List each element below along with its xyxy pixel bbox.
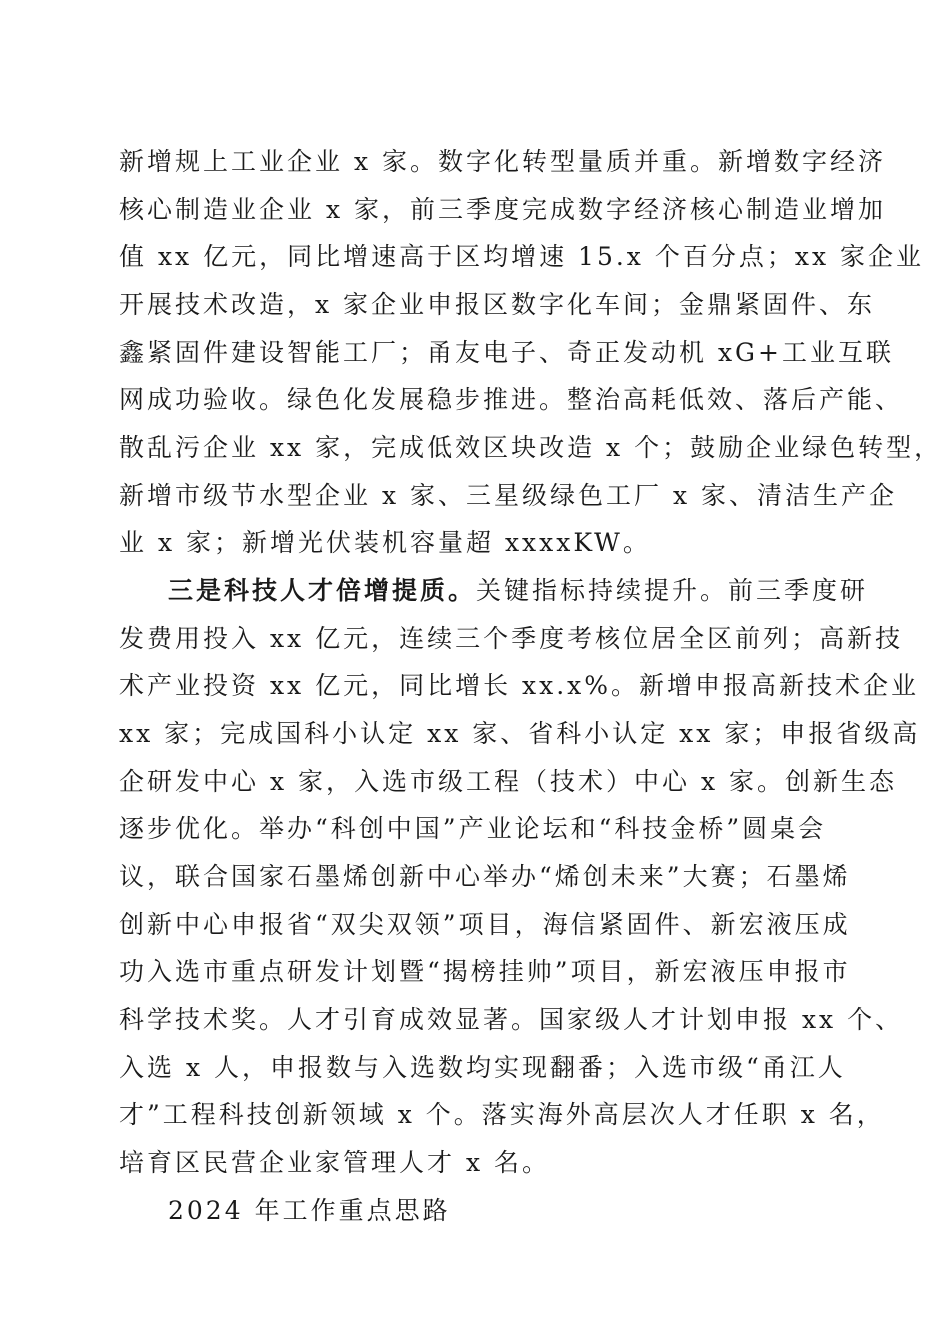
text-line: 新增市级节水型企业 x 家、三星级绿色工厂 x 家、清洁生产企	[119, 481, 897, 510]
text-line: 鑫紧固件建设智能工厂；甬友电子、奇正发动机 xG+工业互联	[119, 338, 894, 367]
text-line: 入选 x 人，申报数与入选数均实现翻番；入选市级“甬江人	[119, 1053, 846, 1082]
text-line: 值 xx 亿元，同比增速高于区均增速 15.x 个百分点；xx 家企业	[119, 242, 924, 271]
text-line: 培育区民营企业家管理人才 x 名。	[119, 1148, 550, 1177]
text-line: 才”工程科技创新领域 x 个。落实海外高层次人才任职 x 名，	[119, 1100, 885, 1129]
text-line: 企研发中心 x 家，入选市级工程（技术）中心 x 家。创新生态	[119, 767, 897, 796]
paragraph-text: 关键指标持续提升。前三季度研	[476, 576, 869, 605]
text-line: 逐步优化。举办“科创中国”产业论坛和“科技金桥”圆桌会	[119, 814, 827, 843]
text-line: 发费用投入 xx 亿元，连续三个季度考核位居全区前列；高新技	[119, 624, 904, 653]
text-line: 核心制造业企业 x 家，前三季度完成数字经济核心制造业增加	[119, 195, 886, 224]
text-line: 开展技术改造，x 家企业申报区数字化车间；金鼎紧固件、东	[119, 290, 876, 319]
paragraph-heading: 三是科技人才倍增提质。	[168, 576, 477, 605]
text-line: 创新中心申报省“双尖双领”项目，海信紧固件、新宏液压成	[119, 910, 851, 939]
text-line: xx 家；完成国科小认定 xx 家、省科小认定 xx 家；申报省级高	[119, 719, 921, 748]
text-line: 科学技术奖。人才引育成效显著。国家级人才计划申报 xx 个、	[119, 1005, 904, 1034]
paragraph-first-line	[168, 576, 868, 606]
text-line: 业 x 家；新增光伏装机容量超 xxxxKW。	[119, 528, 651, 557]
text-line: 散乱污企业 xx 家，完成低效区块改造 x 个；鼓励企业绿色转型，	[119, 433, 943, 462]
text-line: 网成功验收。绿色化发展稳步推进。整治高耗低效、落后产能、	[119, 385, 904, 414]
text-line: 新增规上工业企业 x 家。数字化转型量质并重。新增数字经济	[119, 147, 886, 176]
text-line: 功入选市重点研发计划暨“揭榜挂帅”项目，新宏液压申报市	[119, 957, 851, 986]
text-line: 议，联合国家石墨烯创新中心举办“烯创未来”大赛；石墨烯	[119, 862, 851, 891]
section-heading: 2024 年工作重点思路	[168, 1196, 451, 1225]
text-line: 术产业投资 xx 亿元，同比增长 xx.x%。新增申报高新技术企业	[119, 671, 920, 700]
